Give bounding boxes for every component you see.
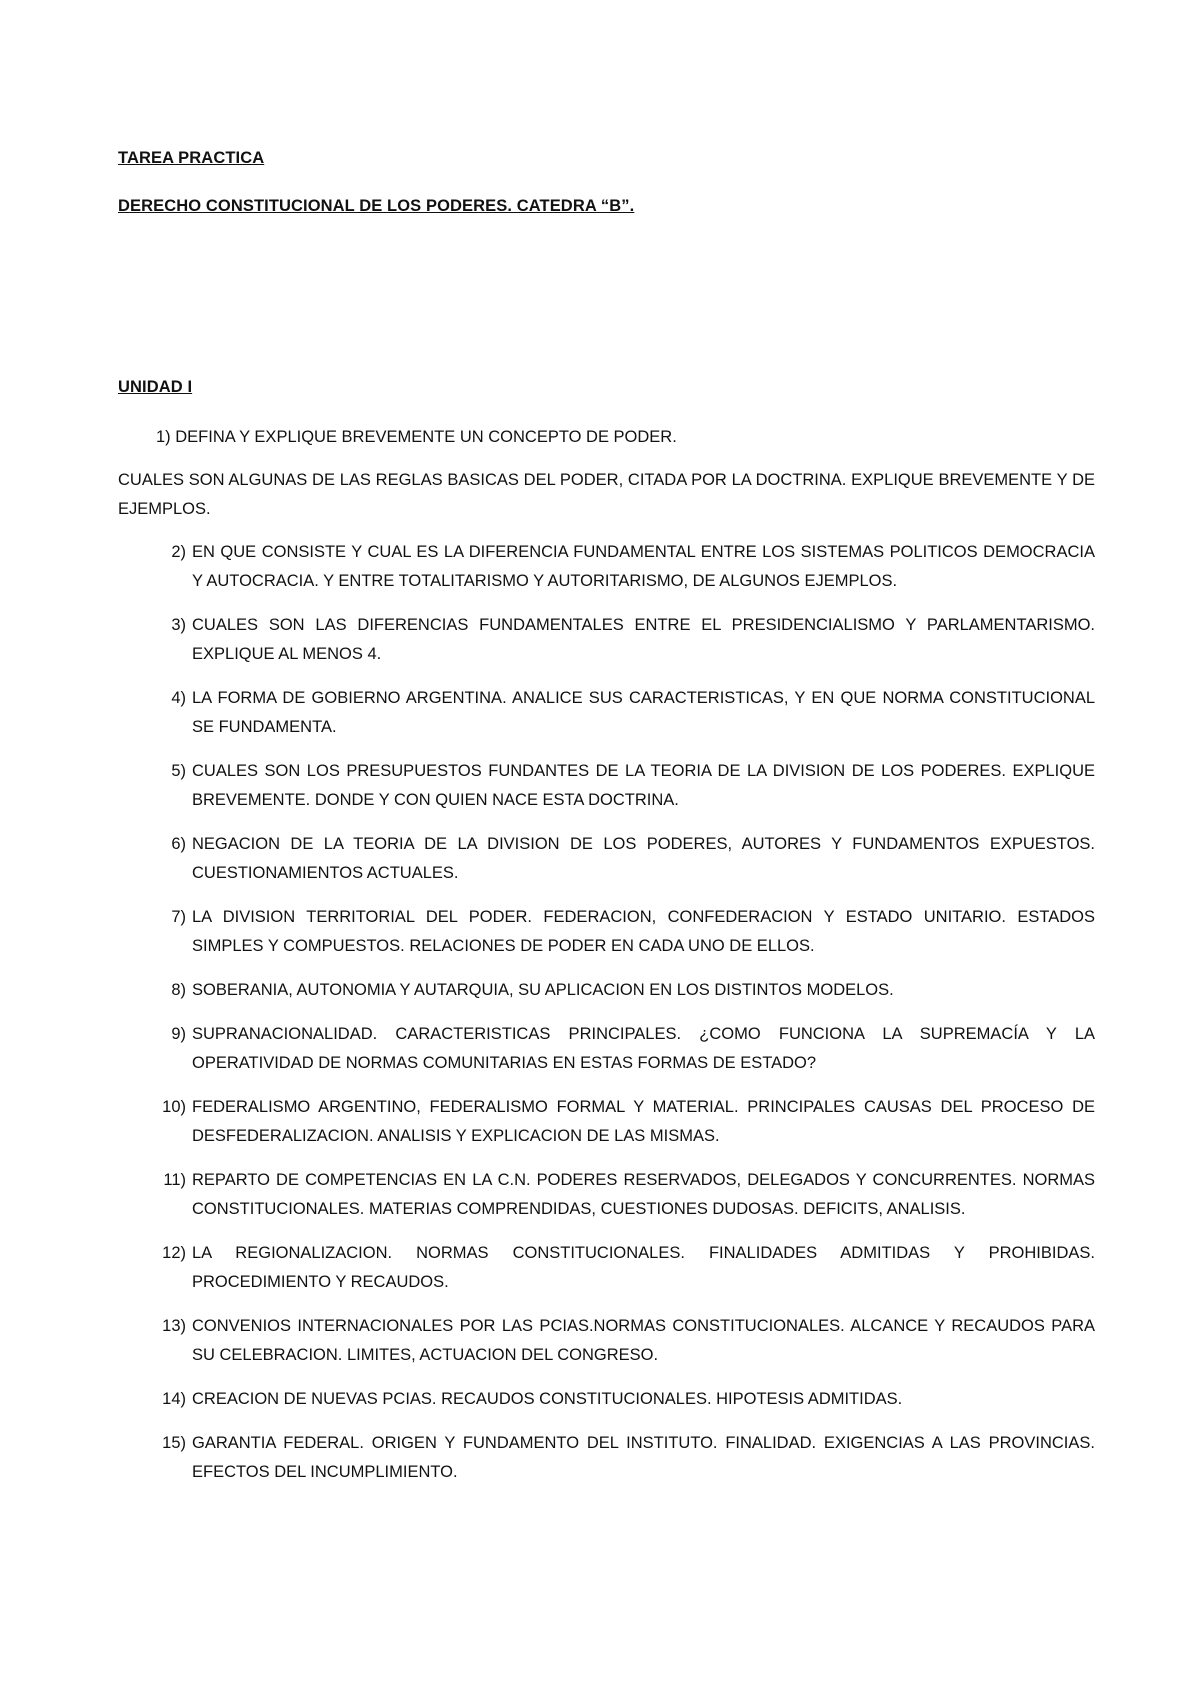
item-number: 10) (162, 1098, 186, 1116)
list-item (118, 611, 1095, 669)
item-text: SUPRANACIONALIDAD. CARACTERISTICAS PRINCIPALES. ¿COMO FUNCIONA LA SUPREMACÍA Y LA OPERATIVIDAD DE NORMAS COMUNITARIAS EN ESTAS FORMAS DE ESTADO? (192, 1025, 1095, 1072)
item-text: CUALES SON LOS PRESUPUESTOS FUNDANTES DE LA TEORIA DE LA DIVISION DE LOS PODERES. EXPLIQUE BREVEMENTE. DONDE Y CON QUIEN NACE ESTA DOCTRINA. (192, 762, 1095, 809)
item-text: REPARTO DE COMPETENCIAS EN LA C.N. PODERES RESERVADOS, DELEGADOS Y CONCURRENTES. NORMAS CONSTITUCIONALES. MATERIAS COMPRENDIDAS, CUESTIONES DUDOSAS. DEFICITS, ANALISIS. (192, 1171, 1095, 1218)
list-item (118, 1166, 1095, 1224)
item-number: 7) (171, 908, 186, 926)
item-text: NEGACION DE LA TEORIA DE LA DIVISION DE LOS PODERES, AUTORES Y FUNDAMENTOS EXPUESTOS. CUESTIONAMIENTOS ACTUALES. (192, 835, 1095, 882)
item-number: 3) (171, 616, 186, 634)
item-text: LA FORMA DE GOBIERNO ARGENTINA. ANALICE SUS CARACTERISTICAS, Y EN QUE NORMA CONSTITUCIONAL SE FUNDAMENTA. (192, 689, 1095, 736)
item-number: 12) (162, 1244, 186, 1262)
list-item (118, 1093, 1095, 1151)
list-item (118, 1385, 1095, 1414)
document-title: TAREA PRACTICA (118, 149, 265, 167)
list-item (118, 538, 1095, 596)
list-item (118, 1239, 1095, 1297)
item-number: 8) (171, 981, 186, 999)
list-item (118, 1312, 1095, 1370)
question-paragraph: CUALES SON ALGUNAS DE LAS REGLAS BASICAS DEL PODER, CITADA POR LA DOCTRINA. EXPLIQUE BREVEMENTE Y DE EJEMPLOS. (118, 471, 1095, 518)
item-text: CREACION DE NUEVAS PCIAS. RECAUDOS CONSTITUCIONALES. HIPOTESIS ADMITIDAS. (192, 1390, 903, 1408)
list-item (118, 757, 1095, 815)
item-text: LA REGIONALIZACION. NORMAS CONSTITUCIONALES. FINALIDADES ADMITIDAS Y PROHIBIDAS. PROCEDIMIENTO Y RECAUDOS. (192, 1244, 1095, 1291)
question-list (118, 423, 1095, 1502)
list-item (118, 1429, 1095, 1487)
item-text: CONVENIOS INTERNACIONALES POR LAS PCIAS.NORMAS CONSTITUCIONALES. ALCANCE Y RECAUDOS PARA SU CELEBRACION. LIMITES, ACTUACION DEL CONGRESO. (192, 1317, 1095, 1364)
document-subtitle: DERECHO CONSTITUCIONAL DE LOS PODERES. CATEDRA “B”. (118, 197, 635, 215)
item-number: 2) (171, 543, 186, 561)
list-item (118, 976, 1095, 1005)
question-1: 1) DEFINA Y EXPLIQUE BREVEMENTE UN CONCEPTO DE PODER. (156, 428, 677, 446)
item-text: SOBERANIA, AUTONOMIA Y AUTARQUIA, SU APLICACION EN LOS DISTINTOS MODELOS. (192, 981, 894, 999)
list-item (118, 830, 1095, 888)
item-number: 6) (171, 835, 186, 853)
list-item (118, 684, 1095, 742)
list-item (118, 903, 1095, 961)
item-number: 9) (171, 1025, 186, 1043)
item-number: 11) (163, 1171, 186, 1189)
item-number: 4) (171, 689, 186, 707)
item-number: 14) (162, 1390, 186, 1408)
item-text: CUALES SON LAS DIFERENCIAS FUNDAMENTALES ENTRE EL PRESIDENCIALISMO Y PARLAMENTARISMO. EXPLIQUE AL MENOS 4. (192, 616, 1095, 663)
unit-heading: UNIDAD I (118, 378, 193, 396)
item-text: LA DIVISION TERRITORIAL DEL PODER. FEDERACION, CONFEDERACION Y ESTADO UNITARIO. ESTADOS SIMPLES Y COMPUESTOS. RELACIONES DE PODER EN CADA UNO DE ELLOS. (192, 908, 1095, 955)
item-text: FEDERALISMO ARGENTINO, FEDERALISMO FORMAL Y MATERIAL. PRINCIPALES CAUSAS DEL PROCESO DE DESFEDERALIZACION. ANALISIS Y EXPLICACION DE LAS MISMAS. (192, 1098, 1095, 1145)
item-number: 5) (171, 762, 186, 780)
item-text: GARANTIA FEDERAL. ORIGEN Y FUNDAMENTO DEL INSTITUTO. FINALIDAD. EXIGENCIAS A LAS PROVINCIAS. EFECTOS DEL INCUMPLIMIENTO. (192, 1434, 1095, 1481)
item-text: EN QUE CONSISTE Y CUAL ES LA DIFERENCIA FUNDAMENTAL ENTRE LOS SISTEMAS POLITICOS DEMOCRACIA Y AUTOCRACIA. Y ENTRE TOTALITARISMO Y AUTORITARISMO, DE ALGUNOS EJEMPLOS. (192, 543, 1095, 590)
item-number: 15) (162, 1434, 186, 1452)
list-item (118, 1020, 1095, 1078)
item-number: 13) (162, 1317, 186, 1335)
